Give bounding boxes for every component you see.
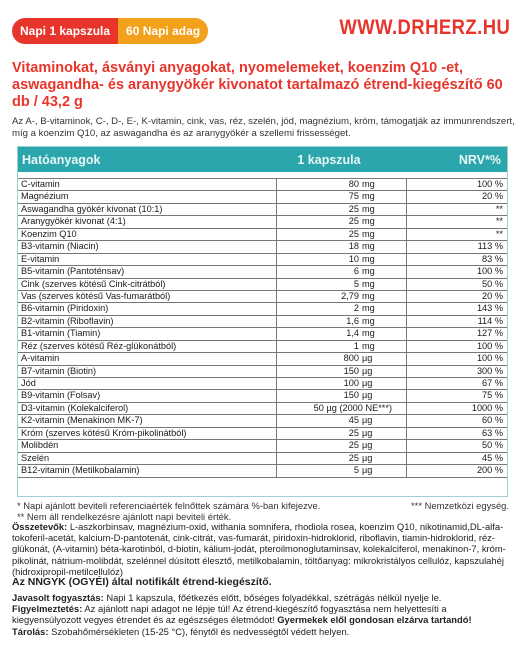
storage-line (12, 626, 517, 637)
amount-unit: mg (362, 241, 375, 252)
header-ingredients: Hatóanyagok (22, 152, 101, 167)
ingredient-nrv: 45 % (482, 452, 503, 463)
ingredient-name: Jód (18, 378, 277, 389)
dose-badge (12, 18, 208, 44)
ingredient-amount (277, 229, 407, 240)
storage-text: Szobahőmérsékleten (15-25 °C), fénytől és nedvességtől védett helyen. (48, 625, 350, 637)
ingredient-nrv: 50 % (482, 440, 503, 451)
ingredient-name: Cink (szerves kötésű Cink-citrátból) (18, 279, 277, 290)
footnote-no-rda: ** Nem áll rendelkezésre ajánlott napi beviteli érték. (17, 511, 232, 522)
table-row (18, 291, 507, 303)
table-spacer (18, 172, 507, 179)
ingredient-nrv: ** (495, 203, 503, 214)
ingredient-name: B3-vitamin (Niacin) (18, 241, 277, 252)
amount-unit: mg (362, 315, 375, 326)
amount-unit: µg (362, 378, 373, 388)
amount-value: 45 (348, 415, 359, 426)
ingredient-nrv: 83 % (482, 253, 503, 264)
table-row (18, 440, 507, 452)
footnotes (17, 500, 509, 522)
ingredient-nrv: 75 % (482, 390, 503, 401)
warning-line (12, 603, 517, 625)
nutrition-table (17, 146, 508, 497)
product-title: Vitaminokat, ásványi anyagokat, nyomelemeket, koenzim Q10 -et, aswagandha- és aranygyökér kivonatot tartalmazó étrend-kiegészítő 60 db / 43,2 g (12, 60, 503, 110)
amount-unit: mg (362, 303, 375, 314)
amount-unit: mg (362, 290, 375, 301)
ingredient-name: E-vitamin (18, 254, 277, 265)
ingredient-name: C-vitamin (18, 179, 277, 190)
amount-unit: µg (362, 440, 373, 451)
amount-unit: mg (362, 278, 375, 289)
ingredient-name: Szelén (18, 453, 277, 464)
ingredient-nrv: 100 % (476, 266, 503, 277)
amount-value: 2 (353, 303, 359, 314)
amount-value: 150 (343, 390, 359, 401)
ingredient-name: B1-vitamin (Tiamin) (18, 328, 277, 339)
ingredient-nrv: ** (495, 228, 503, 239)
ingredient-amount (277, 216, 407, 227)
ingredient-name: Réz (szerves kötésű Réz-glükonátból) (18, 341, 277, 352)
ingredient-amount (277, 266, 407, 277)
amount-unit: mg (362, 179, 375, 189)
header-nrv: NRV*% (458, 152, 501, 167)
ingredient-name: B2-vitamin (Riboflavin) (18, 316, 277, 327)
daily-servings-badge: 60 Napi adag (118, 18, 208, 44)
amount-value: 150 (343, 365, 359, 376)
ingredient-amount (277, 254, 407, 265)
amount-value: 25 (348, 440, 359, 451)
ingredients-text: L-aszkorbinsav, magnézium-oxid, withania somnifera, rhodiola rosea, koenzim Q10, nikotinamid,DL-alfa-tokoferil-acetát, kalcium-D-pantotenát, cink-citrát, vas-fumarát, piridoxin-hidroklorid, riboflavin, tiamin-hidroklorid, réz-glükonát, (A-vitamin) béta-karotinból, d-biotin, kálium-jodát, pteroilmonoglutaminsav, kolekalciferol, menakinon-7, króm-pikolinát, nátrium-molibdát, szelénnel dúsított élesztő, metilkobalamin, töltőanyag: mikrokristályos cellulóz, kapszulahéj (hidroxipropil-metilcellulóz) (12, 521, 506, 577)
amount-value: 18 (348, 241, 359, 252)
ingredient-name: B9-vitamin (Folsav) (18, 390, 277, 401)
table-row (18, 453, 507, 465)
ingredient-amount (277, 328, 407, 339)
ingredient-amount (277, 403, 407, 414)
ingredient-nrv: 300 % (476, 365, 503, 376)
table-row (18, 328, 507, 340)
amount-unit: µg (362, 465, 373, 476)
amount-value: 6 (353, 266, 359, 277)
table-row (18, 303, 507, 315)
usage-text: Napi 1 kapszula, főétkezés előtt, bőséges folyadékkal, szétrágás nélkül nyelje le. (103, 592, 442, 603)
table-row (18, 366, 507, 378)
ingredient-name: Magnézium (18, 191, 277, 202)
amount-value: 25 (348, 452, 359, 463)
table-row (18, 191, 507, 203)
ingredient-nrv: 20 % (482, 290, 503, 301)
amount-value: 10 (348, 253, 359, 264)
ingredient-amount (277, 465, 407, 476)
amount-unit: µg (362, 427, 373, 438)
ingredient-nrv: 143 % (476, 303, 503, 314)
amount-value: 5 (353, 278, 359, 289)
table-row (18, 254, 507, 266)
amount-unit: mg (362, 203, 375, 214)
ingredient-nrv: 114 % (477, 315, 503, 326)
amount-unit: mg (362, 328, 375, 339)
ingredient-amount (277, 279, 407, 290)
ingredient-amount (277, 303, 407, 314)
ingredient-amount (277, 440, 407, 451)
ingredient-amount (277, 179, 407, 190)
ingredient-name: B12-vitamin (Metilkobalamin) (18, 465, 277, 476)
amount-unit: µg (362, 452, 373, 463)
table-row (18, 316, 507, 328)
table-row (18, 403, 507, 415)
ingredient-amount (277, 291, 407, 302)
ingredients-section (12, 521, 517, 577)
product-description: Az A-, B-vitaminok, C-, D-, E-, K-vitamin, cink, vas, réz, szelén, jód, magnézium, króm, támogatják az immunrendszert, míg a koenzim Q10, az aswagandha és az aranygyökér a szellemi frissességet. (12, 116, 515, 139)
ingredient-amount (277, 191, 407, 202)
table-body (18, 179, 507, 478)
amount-value: 25 (348, 216, 359, 227)
ingredient-amount (277, 428, 407, 439)
amount-value: 50 µg (2000 NE***) (313, 402, 392, 413)
table-row (18, 204, 507, 216)
warning-label: Figyelmeztetés: (12, 603, 83, 615)
ingredient-amount (277, 390, 407, 401)
amount-unit: mg (362, 253, 375, 264)
ingredient-name: B6-vitamin (Piridoxin) (18, 303, 277, 314)
ingredient-nrv: 113 % (477, 241, 503, 252)
amount-unit: µg (362, 415, 373, 426)
ingredient-amount (277, 241, 407, 252)
amount-value: 1,6 (346, 315, 359, 326)
header-bar (0, 0, 526, 58)
amount-unit: mg (362, 228, 375, 239)
amount-value: 800 (343, 353, 359, 364)
table-row (18, 378, 507, 390)
amount-unit: mg (362, 216, 375, 227)
ingredient-amount (277, 453, 407, 464)
amount-value: 5 (353, 465, 359, 476)
table-row (18, 279, 507, 291)
table-row (18, 353, 507, 365)
table-row (18, 390, 507, 402)
amount-value: 25 (348, 228, 359, 239)
ingredient-name: Koenzim Q10 (18, 229, 277, 240)
daily-capsule-badge: Napi 1 kapszula (12, 18, 118, 44)
ingredient-nrv: 200 % (476, 465, 503, 476)
ingredient-amount (277, 366, 407, 377)
warning-text: Az ajánlott napi adagot ne lépje túl! Az étrend-kiegészítő fogyasztása nem helyettesíti a kiegyensúlyozott vegyes étrendet és az egészséges életmódot! (12, 603, 447, 626)
ingredient-name: Króm (szerves kötésű Króm-pikolinátból) (18, 428, 277, 439)
ingredient-name: A-vitamin (18, 353, 277, 364)
ingredient-amount (277, 204, 407, 215)
table-row (18, 415, 507, 427)
table-row (18, 266, 507, 278)
amount-unit: µg (362, 353, 373, 364)
amount-value: 80 (348, 179, 359, 189)
ingredient-name: B5-vitamin (Pantoténsav) (18, 266, 277, 277)
table-row (18, 179, 507, 191)
ingredient-name: B7-vitamin (Biotin) (18, 366, 277, 377)
ingredient-amount (277, 316, 407, 327)
amount-unit: mg (362, 191, 375, 202)
amount-value: 25 (348, 427, 359, 438)
ingredient-nrv: 63 % (482, 427, 503, 438)
amount-value: 1,4 (346, 328, 359, 339)
table-row (18, 216, 507, 228)
footnote-nrv: * Napi ajánlott beviteli referenciaérték felnőttek számára %-ban kifejezve. (17, 500, 321, 511)
ingredient-nrv: 60 % (482, 415, 503, 426)
amount-unit: mg (362, 340, 375, 351)
amount-unit: mg (362, 266, 375, 277)
usage-section (12, 592, 517, 637)
ingredient-name: Molibdén (18, 440, 277, 451)
table-header (18, 147, 507, 172)
usage-label: Javasolt fogyasztás: (12, 592, 104, 603)
ingredient-name: Aranygyökér kivonat (4:1) (18, 216, 277, 227)
notification-note: Az NNGYK (OGYÉI) által notifikált étrend-kiegészítő. (12, 576, 272, 588)
ingredient-nrv: 20 % (482, 191, 503, 202)
amount-unit: µg (362, 365, 373, 376)
ingredient-nrv: 100 % (476, 179, 503, 189)
ingredients-label: Összetevők: (12, 521, 68, 532)
ingredient-nrv: 1000 % (471, 402, 503, 413)
table-row (18, 241, 507, 253)
storage-label: Tárolás: (12, 625, 49, 637)
table-row (18, 341, 507, 353)
usage-line (12, 592, 517, 603)
ingredient-name: K2-vitamin (Menakinon MK-7) (18, 415, 277, 426)
amount-unit: µg (362, 390, 373, 401)
amount-value: 25 (348, 203, 359, 214)
ingredient-amount (277, 415, 407, 426)
ingredient-name: D3-vitamin (Kolekalciferol) (18, 403, 277, 414)
footnote-ne: *** Nemzetközi egység. (411, 500, 509, 511)
ingredient-amount (277, 378, 407, 389)
ingredient-nrv: 67 % (482, 378, 503, 388)
table-row (18, 229, 507, 241)
table-row (18, 465, 507, 477)
amount-value: 2,79 (341, 290, 359, 301)
warning-bold: Gyermekek elől gondosan elzárva tartandó! (274, 614, 472, 626)
amount-value: 1 (353, 340, 359, 351)
ingredient-nrv: 100 % (476, 353, 503, 364)
ingredient-nrv: ** (495, 216, 503, 227)
ingredient-nrv: 127 % (476, 328, 503, 339)
amount-value: 75 (348, 191, 359, 202)
header-amount: 1 kapszula (297, 152, 361, 167)
table-row (18, 428, 507, 440)
ingredient-name: Vas (szerves kötésű Vas-fumarátból) (18, 291, 277, 302)
website-link[interactable]: WWW.DRHERZ.HU (339, 16, 510, 39)
amount-value: 100 (343, 378, 359, 388)
ingredient-amount (277, 341, 407, 352)
ingredient-nrv: 50 % (482, 278, 503, 289)
ingredient-nrv: 100 % (476, 340, 503, 351)
ingredient-name: Aswagandha gyökér kivonat (10:1) (18, 204, 277, 215)
ingredient-amount (277, 353, 407, 364)
